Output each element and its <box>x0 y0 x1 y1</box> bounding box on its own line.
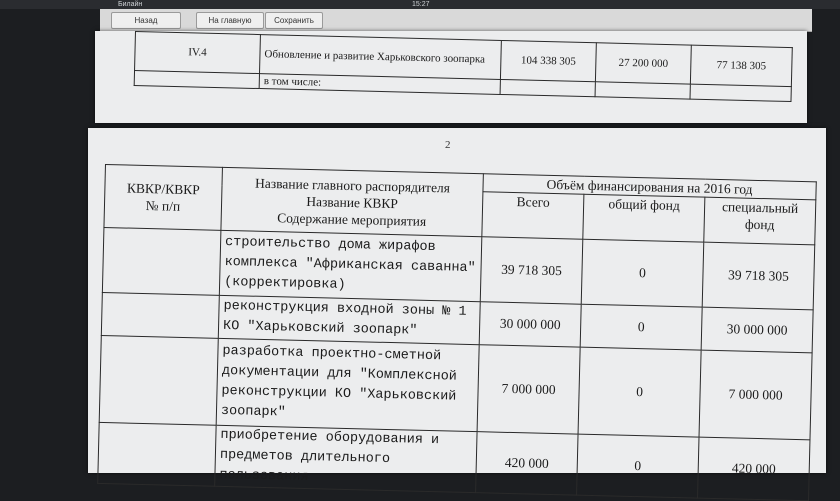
header-code: КВКР/КВКР № п/п <box>104 165 223 231</box>
clock: 15:27 <box>412 1 430 8</box>
document-page-1 <box>95 31 807 123</box>
header-special-fund: специальный фонд <box>704 197 816 245</box>
row-description: строительство дома жирафов комплекса "Африканская саванна" (корректировка) <box>219 230 482 301</box>
budget-table-top <box>134 31 793 102</box>
home-button[interactable]: На главную <box>196 12 264 29</box>
carrier-name: Билайн <box>118 1 143 8</box>
row-description: приобретение оборудования и предметов длительного пользования <box>215 425 477 492</box>
row-total: 104 338 305 <box>500 40 596 81</box>
row-general-fund: 0 <box>580 304 702 350</box>
row-description: реконструкция входной зоны № 1 КО "Харьковский зоопарк" <box>218 295 480 344</box>
back-button[interactable]: Назад <box>111 12 181 29</box>
row-special-fund: 30 000 000 <box>701 307 813 353</box>
header-funding-group: Объём финансирования на 2016 год <box>483 174 816 200</box>
row-special-fund: 7 000 000 <box>699 350 812 440</box>
row-general-fund: 0 <box>577 434 699 498</box>
row-special-fund: 420 000 <box>698 437 810 501</box>
row-total: 30 000 000 <box>479 302 581 347</box>
page-number: 2 <box>445 139 451 151</box>
row-description: разработка проектно-сметной документации для "Комплексной реконструкции КО "Харьковский зоопарк" <box>216 338 479 431</box>
row-total: 420 000 <box>476 432 578 495</box>
header-general-fund: общий фонд <box>583 194 705 242</box>
row-total: 7 000 000 <box>477 345 580 434</box>
row-note: в том числе: <box>259 74 500 95</box>
row-special-fund: 77 138 305 <box>690 45 792 86</box>
row-special-fund: 39 718 305 <box>702 242 815 310</box>
header-name: Название главного распорядителя Название КВКР Содержание мероприятия <box>221 167 483 236</box>
table-header <box>105 165 816 200</box>
row-general-fund: 27 200 000 <box>595 43 691 84</box>
budget-table <box>97 164 817 501</box>
row-general-fund: 0 <box>581 239 704 307</box>
document-page-2 <box>88 128 826 486</box>
row-code: IV.4 <box>135 32 261 74</box>
status-bar <box>0 0 840 9</box>
row-name: Обновление и развитие Харьковского зоопарка <box>259 35 501 80</box>
row-total: 39 718 305 <box>480 237 583 304</box>
row-general-fund: 0 <box>578 347 701 437</box>
toolbar <box>100 9 812 32</box>
save-button[interactable]: Сохранить <box>265 12 323 29</box>
header-total: Всего <box>482 192 584 239</box>
